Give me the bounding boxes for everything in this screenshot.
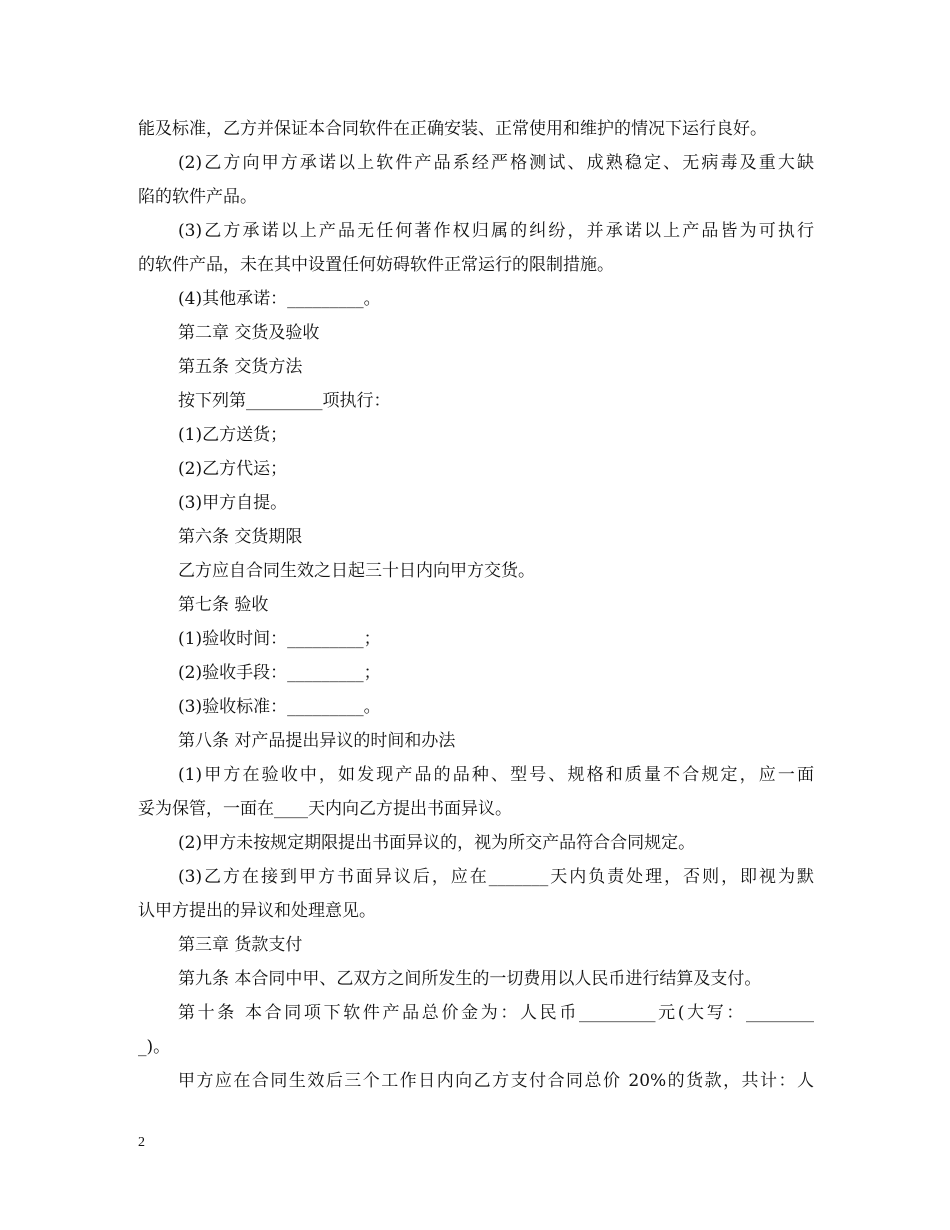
article-6-heading: 第六条 交货期限 xyxy=(178,527,303,547)
text-line-1: 能及标准，乙方并保证本合同软件在正确安装、正常使用和维护的情况下运行良好。 xyxy=(138,119,767,139)
text-line-10: (1)乙方送货； xyxy=(178,425,288,445)
text-line-18: (3)验收标准：_________。 xyxy=(178,697,381,717)
text-line-6: (4)其他承诺：_________。 xyxy=(178,289,381,309)
page-number: 2 xyxy=(138,1135,145,1150)
text-line-23: (3)乙方在接到甲方书面异议后，应在_______天内负责处理，否则，即视为默 xyxy=(178,867,814,887)
text-line-16: (1)验收时间：_________； xyxy=(178,629,381,649)
article-5-heading: 第五条 交货方法 xyxy=(178,357,303,377)
article-9-text: 第九条 本合同中甲、乙双方之间所发生的一切费用以人民币进行结算及支付。 xyxy=(178,969,762,989)
text-line-12: (3)甲方自提。 xyxy=(178,493,288,513)
text-line-21: 妥为保管，一面在____天内向乙方提出书面异议。 xyxy=(138,799,512,819)
text-line-17: (2)验收手段：_________； xyxy=(178,663,381,683)
text-line-4: (3)乙方承诺以上产品无任何著作权归属的纠纷，并承诺以上产品皆为可执行 xyxy=(178,221,814,241)
text-line-29: 甲方应在合同生效后三个工作日内向乙方支付合同总价 20%的货款，共计：人 xyxy=(178,1071,814,1091)
chapter-3-heading: 第三章 货款支付 xyxy=(178,935,303,955)
text-line-14: 乙方应自合同生效之日起三十日内向甲方交货。 xyxy=(178,561,535,581)
text-line-9: 按下列第_________项执行： xyxy=(178,391,391,411)
text-line-3: 陷的软件产品。 xyxy=(138,187,257,207)
article-8-heading: 第八条 对产品提出异议的时间和办法 xyxy=(178,731,456,751)
chapter-2-heading: 第二章 交货及验收 xyxy=(178,323,320,343)
article-7-heading: 第七条 验收 xyxy=(178,595,269,615)
text-line-28: _)。 xyxy=(138,1037,171,1057)
text-line-5: 的软件产品，未在其中设置任何妨碍软件正常运行的限制措施。 xyxy=(138,255,614,275)
text-line-20: (1)甲方在验收中，如发现产品的品种、型号、规格和质量不合规定，应一面 xyxy=(178,765,814,785)
page-content xyxy=(138,112,814,1098)
article-10-text: 第十条 本合同项下软件产品总价金为：人民币_________元(大写：________ xyxy=(178,1003,814,1023)
text-line-2: (2)乙方向甲方承诺以上软件产品系经严格测试、成熟稳定、无病毒及重大缺 xyxy=(178,153,814,173)
text-line-11: (2)乙方代运； xyxy=(178,459,288,479)
text-line-22: (2)甲方未按规定期限提出书面异议的，视为所交产品符合合同规定。 xyxy=(178,833,696,853)
text-line-24: 认甲方提出的异议和处理意见。 xyxy=(138,901,376,921)
